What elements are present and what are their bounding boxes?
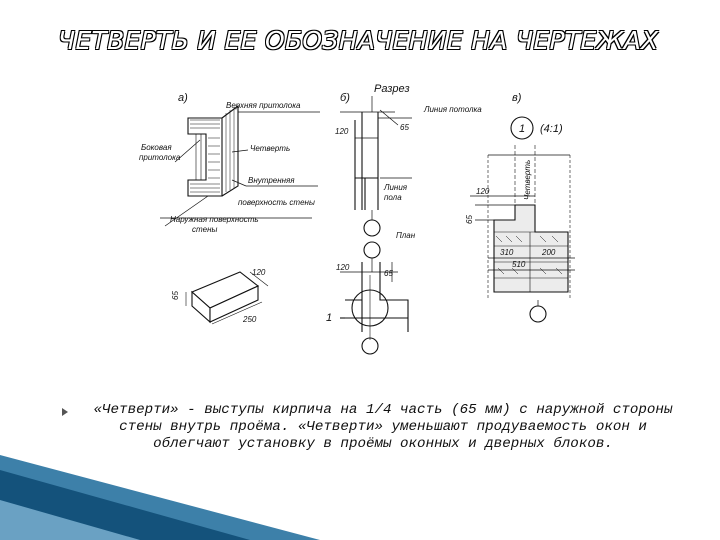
figure-b-label-floor-2: пола xyxy=(384,193,402,202)
figure-a-dim-width: 120 xyxy=(252,268,266,277)
figure-c-detail xyxy=(470,117,575,322)
figure-c-dim-510: 510 xyxy=(512,260,526,269)
figure-b-label-floor-1: Линия xyxy=(384,183,408,192)
figure-b-label-ceiling: Линия потолка xyxy=(424,105,482,114)
figure-c-dim-310: 310 xyxy=(500,248,514,257)
figure-b-label-section: Разрез xyxy=(374,83,410,95)
figure-a-leaders xyxy=(160,112,320,226)
figure-c-circle-label: 1 xyxy=(519,123,526,135)
figure-a-label-inner-1: Внутренняя xyxy=(248,176,295,185)
figure-b-label-plan: План xyxy=(396,231,416,240)
figure-c-label-quarter: Четверть xyxy=(523,159,532,200)
figure-c-dim-120: 120 xyxy=(476,187,490,196)
slide-title: ЧЕТВЕРТЬ И ЕЕ ОБОЗНАЧЕНИЕ НА ЧЕРТЕЖАХ xyxy=(58,26,659,55)
figure-a-label-outer-2: стены xyxy=(192,225,218,234)
figure-b-dim-65-plan: 65 xyxy=(384,269,393,278)
triangle-bullet-icon xyxy=(62,408,68,416)
figure-a-letter: а) xyxy=(178,92,188,104)
figure-b-dim-120-plan: 120 xyxy=(336,263,350,272)
figure-c-dim-65: 65 xyxy=(465,215,474,224)
figure-a-label-top-jamb: Верхняя притолока xyxy=(226,101,301,110)
figure-b-mark-1: 1 xyxy=(326,312,333,324)
figure-a-label-side-jamb-1: Боковая xyxy=(141,143,172,152)
figure-c-scale: (4:1) xyxy=(540,123,563,135)
figure-b-letter: б) xyxy=(340,92,350,104)
figure-a-label-outer-1: Наружная поверхность xyxy=(170,215,259,224)
figure-a-label-side-jamb-2: притолока xyxy=(139,153,181,162)
figure-b-dim-120-top: 120 xyxy=(335,127,349,136)
figure-a-dim-height: 65 xyxy=(171,291,180,300)
figure-a-window-jamb xyxy=(188,106,238,196)
figure-a-label-quarter: Четверть xyxy=(250,144,291,153)
figure-a-label-inner-2: поверхность стены xyxy=(238,198,315,207)
figure-c-dim-200: 200 xyxy=(542,248,556,257)
figure-b-dim-65-top: 65 xyxy=(400,123,409,132)
figure-c-letter: в) xyxy=(512,92,522,104)
figure-a-dim-length: 250 xyxy=(243,315,257,324)
figure-b-plan xyxy=(340,242,408,354)
slide-body-text: «Четверти» - выступы кирпича на 1/4 часть (65 мм) с наружной стороны стены внутрь проёма. «Четверти» уменьшают продуваемость окон и облегчают установку в проёмы оконных и дверных блоков. xyxy=(93,402,673,452)
figure-b-section xyxy=(340,96,412,236)
